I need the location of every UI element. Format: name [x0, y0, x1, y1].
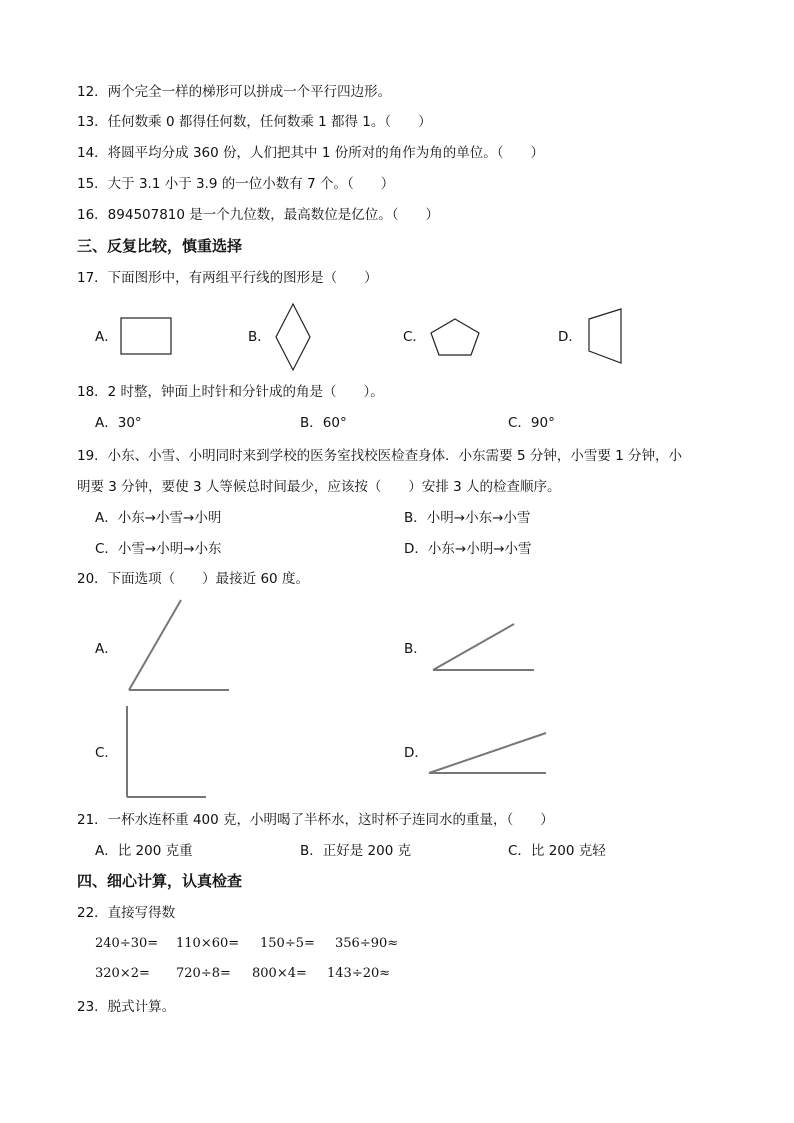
- question-19-stem-line1: 19．小东、小雪、小明同时来到学校的医务室找校医检查身体．小东需要 5 分钟，小雪要 1 分钟，小: [77, 448, 683, 464]
- q21-option-b: B．正好是 200 克: [300, 843, 412, 859]
- q17-rhombus-figure: [275, 303, 313, 371]
- q19-option-b: B．小明→小东→小雪: [404, 510, 531, 526]
- q22-row2-item-4: 143÷20≈: [327, 966, 391, 981]
- q22-row1-item-4: 356÷90≈: [335, 936, 399, 951]
- q20-option-d-label: D．: [404, 745, 428, 761]
- question-13: 13．任何数乘 0 都得任何数，任何数乘 1 都得 1。（ ）: [77, 114, 432, 130]
- q17-trapezoid-figure: [585, 307, 627, 365]
- q22-row2-item-1: 320×2=: [95, 966, 150, 981]
- q17-option-b-label: B．: [248, 329, 271, 345]
- question-14: 14．将圆平均分成 360 份，人们把其中 1 份所对的角作为角的单位。（ ）: [77, 145, 544, 161]
- question-21-stem: 21．一杯水连杯重 400 克，小明喝了半杯水，这时杯子连同水的重量，（ ）: [77, 812, 554, 828]
- question-12: 12．两个完全一样的梯形可以拼成一个平行四边形。: [77, 84, 392, 100]
- q19-option-d: D．小东→小明→小雪: [404, 541, 532, 557]
- q22-row1-item-2: 110×60=: [176, 936, 240, 951]
- q20-angle-b-figure: [430, 620, 538, 676]
- q17-rectangle-figure: [120, 317, 174, 357]
- q20-angle-d-figure: [426, 729, 550, 779]
- q21-option-a: A．比 200 克重: [95, 843, 193, 859]
- q22-row2-item-2: 720÷8=: [176, 966, 231, 981]
- q17-pentagon-figure: [429, 318, 483, 358]
- q20-option-a-label: A．: [95, 641, 118, 657]
- q22-row1-item-1: 240÷30=: [95, 936, 159, 951]
- question-22-stem: 22．直接写得数: [77, 905, 176, 921]
- question-17-stem: 17．下面图形中，有两组平行线的图形是（ ）: [77, 270, 378, 286]
- q18-option-c: C．90°: [508, 415, 555, 431]
- q18-option-a: A．30°: [95, 415, 142, 431]
- q19-option-a: A．小东→小雪→小明: [95, 510, 222, 526]
- section-4-heading: 四、细心计算，认真检查: [77, 872, 243, 890]
- q22-row2-item-3: 800×4=: [252, 966, 307, 981]
- q20-option-c-label: C．: [95, 745, 118, 761]
- q17-option-a-label: A．: [95, 329, 118, 345]
- q17-option-d-label: D．: [558, 329, 582, 345]
- q22-row1-item-3: 150÷5=: [260, 936, 315, 951]
- q18-option-b: B．60°: [300, 415, 347, 431]
- q17-option-c-label: C．: [403, 329, 426, 345]
- question-18-stem: 18．2 时整，钟面上时针和分针成的角是（ ）。: [77, 384, 384, 400]
- q21-option-c: C．比 200 克轻: [508, 843, 606, 859]
- question-16: 16．894507810 是一个九位数，最高数位是亿位。（ ）: [77, 207, 440, 223]
- q20-angle-c-figure: [122, 704, 208, 800]
- question-20-stem: 20．下面选项（ ）最接近 60 度。: [77, 571, 309, 587]
- question-19-stem-line2: 明要 3 分钟，要使 3 人等候总时间最少，应该按（ ）安排 3 人的检查顺序。: [77, 479, 561, 495]
- q20-angle-a-figure: [125, 598, 233, 694]
- q20-option-b-label: B．: [404, 641, 427, 657]
- q19-option-c: C．小雪→小明→小东: [95, 541, 222, 557]
- question-23-stem: 23．脱式计算。: [77, 999, 176, 1015]
- section-3-heading: 三、反复比较，慎重选择: [77, 237, 243, 255]
- question-15: 15．大于 3.1 小于 3.9 的一位小数有 7 个。（ ）: [77, 176, 395, 192]
